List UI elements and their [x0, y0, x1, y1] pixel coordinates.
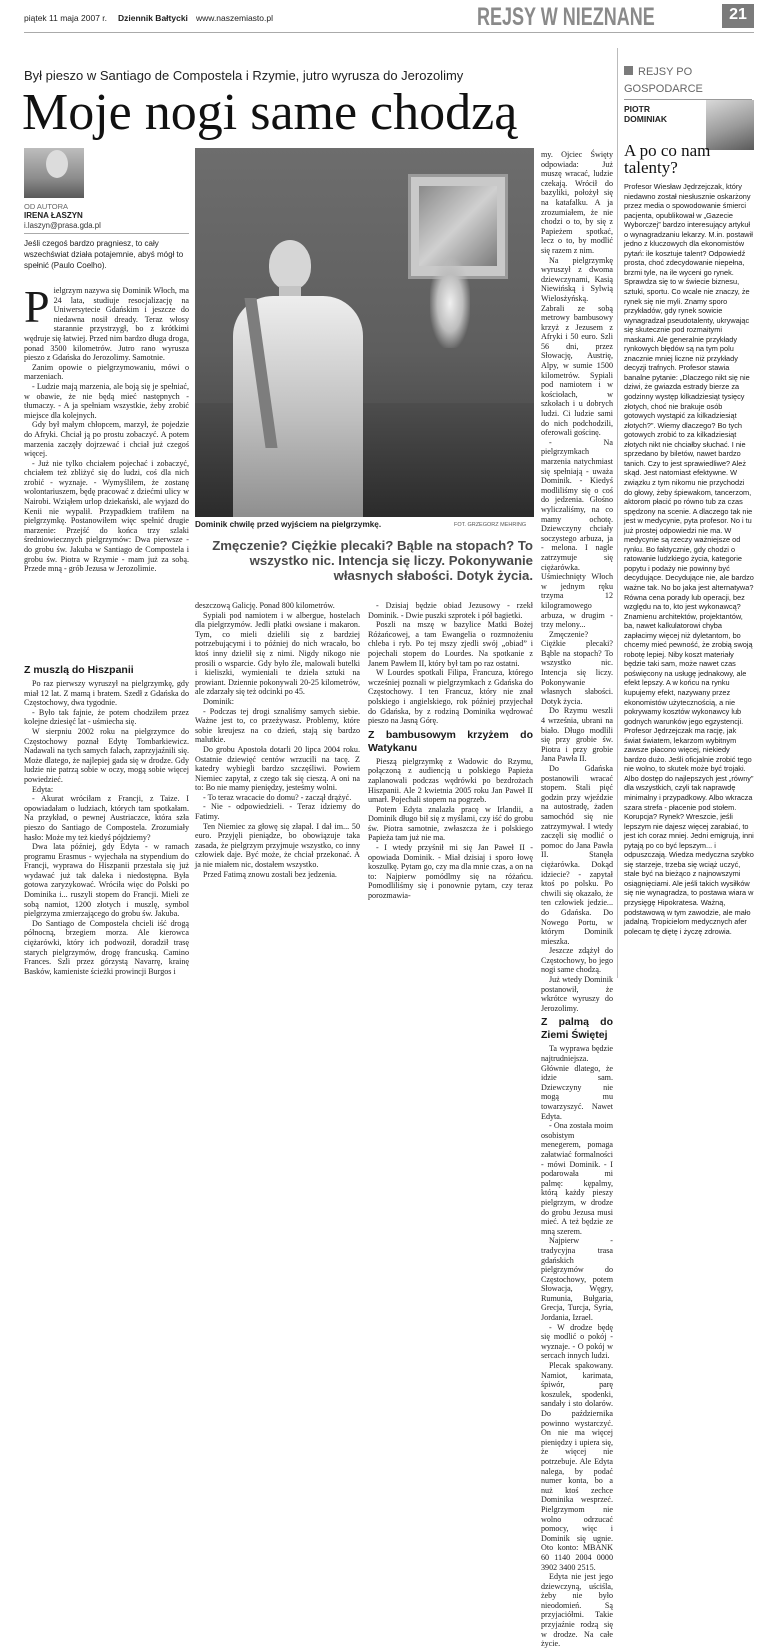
author-photo-face [46, 150, 68, 178]
paragraph: Pieszą pielgrzymkę z Wadowic do Rzymu, połączoną z audiencją u polskiego Papieża zaplanowali podczas wędrówki po bezdrożach Hiszpanii. Ale 2 kwietnia 2005 roku Jan Paweł II umarł. Pojechali stopem na pogrzeb. [368, 756, 533, 805]
column-d [541, 148, 542, 149]
lead-paragraph: ielgrzym nazywa się Dominik Włoch, ma 24 lata, studiuje resocjalizację na Uniwersytecie Gdańskim i jeszcze do niedawna nosił dready. Teraz włosy starannie przystrzygł, bo z krótkimi wędruje się łatwiej. Przed nim bardzo długa droga, ponad 3500 kilometrów. Jutro rano wyrusza pieszo z Gdańska do Jerozolimy. Samotnie. [24, 286, 189, 363]
issue-date: piątek 11 maja 2007 r. [24, 13, 108, 23]
paragraph: Ta wyprawa będzie najtrudniejsza. Głównie dlatego, że idzie sam. Dziewczyny nie mogą mu towarzyszyć. Nawet Edyta. [541, 1044, 613, 1121]
section-title: REJSY W NIEZNANE [477, 3, 655, 31]
paragraph: deszczową Galicję. Ponad 800 kilometrów. [195, 601, 335, 610]
paragraph: W Lourdes spotkali Filipa, Francuza, którego wcześniej poznali w pielgrzymkach z Gdańska do Częstochowy. I ten Francuz, który nie znał polskiego i angielskiego, rok później przyjechał do Gdańska, by z rodziną Dominika wędrować pieszo na Jasną Górę. [368, 668, 533, 726]
paragraph: Zmęczenie? Ciężkie plecaki? Bąble na stopach? To wszystko nic. Intencja się liczy. Pokonywanie własnych słabości. Dotyk życia. [541, 629, 613, 706]
kicker: Był pieszo w Santiago de Compostela i Rzymie, jutro wyrusza do Jerozolimy [24, 68, 464, 83]
author-quote: Jeśli czegoś bardzo pragniesz, to cały wszechświat działa potajemnie, abyś mógł to spełnić (Paulo Coelho). [24, 239, 184, 270]
paragraph: my. Ojciec Święty odpowiada: Już muszę wracać, ludzie czekają. Wrócił do bazyliki, położył się na katafalku. A ja zrozumiałem, że nie chodzi o to, by się z Papieżem spotkać, lecz o to, by modlić się razem z nim. [541, 150, 613, 255]
photo-caption: Dominik chwilę przed wyjściem na pielgrzymkę. [195, 520, 382, 529]
pullquote: Zmęczenie? Ciężkie plecaki? Bąble na stopach? To wszystko nic. Intencja się liczy. Pokonywanie własnych słabości. Dotyk życia. [212, 538, 533, 583]
photo-person-head [269, 240, 311, 290]
paragraph: - Akurat wróciłam z Francji, z Taize. I opowiadałam o ludziach, których tam spotkałam. Na przykład, o pewnej Austriaczce, która szła pieszo do Santiago de Compostela. Zrozumiały hasło: Może my też kiedyś pójdziemy? [24, 794, 189, 842]
header-bar [0, 0, 768, 34]
author-email: i.laszyn@prasa.gda.pl [24, 221, 101, 230]
paragraph: - W drodze będę się modlić o pokój - wyznaje. - O pokój w sercach innych ludzi. [541, 1322, 613, 1361]
photo-credit: FOT. GRZEGORZ MEHRING [454, 522, 527, 528]
sidebar-divider [617, 48, 618, 978]
paragraph: Potem Edyta znalazła pracę w Irlandii, a Dominik długo bił się z myślami, czy iść do grobu św. Piotra samotnie, zwłaszcza że i polskiego Papieża tam już nie ma. [368, 804, 533, 843]
sidebar-text: Profesor Wiesław Jędrzejczak, który niedawno został niesłusznie oskarżony przez media o spowodowanie śmierci pacjenta, opublikował w „Gazecie Wyborczej” bardzo interesujący artykuł o wynagradzaniu lekarzy. M.in. postawił jedno z kluczowych dla ekonomistów pytań: ile kosztuje talent? Odpowiedź prosta, choć zdecydowanie niepełna, brzmi tyle, na ile wyceni go rynek. Sprawdza się to w świecie biznesu, sztuki, sportu. Co wcale nie znaczy, że rynek się nie myli. Znamy sporo przykładów, gdy rynek sowicie wynagradzał pseudotalenty, ukrywając się skutecznie pod rozmaitymi maskami. Ale generalnie przykłady rynkowych błędów są na tym polu znacznie mniej liczne niż przykłady decyzji trafnych. Profesor stawia banalne pytanie: „Dlaczego nikt się nie dziwi, że gwiazda estrady bierze za godzinny występ kilkadziesiąt tysięcy złotych, choć nie brakuje osób gotowych wystąpić za kilkadziesiąt złotych?”. Wiemy dlaczego? Bo tych gotowych zrobić to za kilkadziesiąt złotych nikt nie chciałby słuchać. I nie sprzedano by biletów, nawet bardzo tanich. Czy to jest sprawiedliwe? Ależ skąd. Jest natomiast efektywne. W związku z tym nikomu nie przychodzi do głowy, żeby śpiewakom, tancerzom, aktorom płacić po równo tub za czas spędzony na scenie. A dlaczego tak nie jest w medycynie, pyta profesor. No i tu już prostej odpowiedzi nie ma. W medycynie są rzeczy ważniejsze od rynku. Bo faktycznie, gdy chodzi o ratowanie ludzkiego życia, kategorie popytu i podaży nie powinny być decydujące. Decydujące nie, ale bardzo ważne tak. No bo jaka jest alternatywa? Równa cena porady lub operacji, bez względu na to, kto jest wykonawcą? Znamienu architektów, projektantów, ba, nawet kalkulatorowi chyba zapłacimy więcej niż dyletantom, bo chcemy mieć pewność, że zrobią swoją robotę lepiej. Niby koszt materiały będzie taki sam, może nawet czas poświęcony na usługę jednakowy, ale efekt lepszy. A w końcu na rynku kupujemy efekt, nazywany przez ekonomistów użytecznością, a nie pokrywamy kosztów wykonawcy lub godnych warunków jego egzystencji. Profesor Jędrzejczak ma rację, jak świat światem, lekarzom wybitnym zawsze płacono więcej, niekiedy bardzo dużo. Jeśli oficjalnie zrobić tego nie wolno, to skutek może być trojaki. Albo dostęp do najlepszych jest „równy” dla wszystkich, czyli tak naprawdę minimalny i przypadkowy. Albo wkracza szara strefa - płacenie pod stołem. Korupcja? Rynek? Wreszcie, jeśli lepszym nie dajesz więcej zarabiać, to jest ich coraz mniej. Jedni emigrują, inni pytają po co być lepszym... i odpuszczają. Wiedza medyczna szybko się starzeje, trzeba się wciąż uczyć, stale być na bieżąco z najnowszymi osiągnięciami. Ale jeśli takich wysiłków się nie wynagradza, to postawa wiara w przysięgę Hipokratesa. Ważną, podstawową w tym zawodzie, ale mało jadalną. Tropicielom medycznych afer polecam tę diętę i życzę zdrowia. [624, 182, 754, 936]
lead-paragraph: Zanim opowie o pielgrzymowaniu, mówi o marzeniach. [24, 362, 189, 382]
paragraph: Przed Fatimą znowu zostali bez jedzenia. [203, 869, 337, 879]
sidebar-title: A po co nam talenty? [624, 141, 711, 177]
author-name: IRENA ŁASZYN [24, 211, 83, 220]
paragraph: Dwa lata później, gdy Edyta - w ramach programu Erasmus - wyjechała na stypendium do Francji, wyprawa do Hiszpanii przestała się już wydawać już tak daleka i niedostępna. Była gotowa zaryzykować. Wróciła więc do Polski po Dominika i... ruszyli stopem do Francji. Mieli ze sobą namiot, 1200 złotych i muszlę, symbol pielgrzyma zmierzającego do grobu św. Jakuba. [24, 842, 189, 919]
column-b [195, 601, 360, 986]
paragraph: Ten Niemiec za głowę się złapał. I dał im... 50 euro. Przyjęli pieniądze, bo obowiązuje taka zasada, że pielgrzym przyjmuje wszystko, co inny człowiek daje. Być może, że chciał przekonać. A ja nie miałem nic, dostałem wszystko. [195, 821, 360, 870]
column-d-main [539, 148, 540, 149]
paragraph: Sypiali pod namiotem i w albergue, hostelach dla pielgrzymów. Jedli płatki owsiane i makaron. Tym, co mieli dzielili się z bardziej potrzebującymi i to później do nich wracało, bo ktoś inny dzielił się z nimi. Nigdy nikogo nie prosili o wsparcie. Gdy było źle, malowali butelki i kieliszki, wymieniali te dzieła sztuki na prowiant. Dziennie pokonywali 20-25 kilometrów, ale zdarzały się też odcinki po 45. [195, 610, 360, 697]
paragraph: Do grobu Apostoła dotarli 20 lipca 2004 roku. Ostatnie dziewięć centów wrzucili na tacę. Z katedry wybiegli bardzo szczęśliwi. Powiem Niemiec zapytał, z czego tak się cieszą. A oni na to: Bo nie mamy pieniędzy, jesteśmy wolni. [195, 744, 360, 793]
paragraph: - Ona została moim osobistym menegerem, pomaga załatwiać formalności - mówi Dominik. - I podarowała mi palmę: kępalmy, którą każdy pieszy pielgrzym, w drodze do grobu Jezusa musi mieć. A też będzie ze mną szerem. [541, 1121, 613, 1236]
paragraph: Już wtedy Dominik postanowił, że wkrótce wyruszy do Jerozolimy. [541, 975, 613, 1013]
paragraph: - Nie - odpowiedzieli. - Teraz idziemy do Fatimy. [195, 802, 360, 822]
paragraph: Poszli na mszę w bazylice Matki Bożej Różańcowej, a tam Ewangelia o rozmnożeniu chleba i ryb. Po tej mszy zjedli swój „obiad” i pojechali stopem do Lourdes. Na spotkanie z Janem Pawłem II, który był tam po raz ostatni. [368, 620, 533, 668]
paragraph: Do Gdańska postanowili wracać stopem. Stali pięć godzin przy wjeździe na autostradę, żaden samochód się nie zatrzymywał. I wtedy zaczęli się modlić o pomoc do Jana Pawła II. Stanęła ciężarówka. Dokąd idziecie? - zapytał ktoś po polsku. Po chwili się okazało, że ten człowiek jedzie... do Gdańska. Do Nowego Portu, w którym Dominik mieszka. [541, 764, 613, 946]
paragraph: Na pielgrzymkę wyruszył z dwoma dziewczynami, Kasią Niewińską i Sylwią Wielosżyńską. Zabrali ze sobą metrowy bambusowy krzyż z Jezusem z Afryki i 50 euro. Szli 56 dni, przez Słowację, Austrię, Alpy, w sumie 1500 kilometrów. Sypiali pod namiotem i w kościołach, w szkołach i u dobrych ludzi. Ci ludzie sami do nich podchodzili, oferowali gościnę. [541, 255, 613, 438]
column-a [24, 664, 189, 986]
paragraph: Do Santiago de Compostela chcieli iść drogą północną, brzegiem morza. Ale kierowca ciężarówki, który ich podwoził, doradził trasę starych pielgrzymów, drogę francuską. Camino Frances. Szli przez górzystą Navarrę, krainę Basków, kamieniste ścieżki prowincji Burgos i [24, 918, 189, 976]
paragraph: Po raz pierwszy wyruszył na pielgrzymkę, gdy miał 12 lat. Z mamą i bratem. Szedł z Gdańska do Częstochowy, dwa tygodnie. [24, 679, 189, 708]
page-number: 21 [729, 6, 747, 23]
paragraph: - Było tak fajnie, że potem chodziłem przez kolejne dziesięć lat - uśmiecha się. [24, 707, 189, 727]
author-label: OD AUTORA [24, 202, 69, 211]
site-url: www.naszemiasto.pl [196, 13, 274, 23]
lead-paragraph: Gdy był małym chłopcem, marzył, że pojedzie do Afryki. Chciał ją po prostu zobaczyć. A potem marzenia zaczęły dojrzewać i chciał już czegoś więcej. [24, 420, 189, 459]
author-rule [24, 233, 189, 234]
paragraph: Najpierw - tradycyjna trasa gdańskich pielgrzymów do Częstochowy, potem Słowacja, Węgry, Rumunia, Bułgaria, Grecja, Turcja, Syria, Jordania, Izrael. [541, 1236, 613, 1323]
paragraph: Edyta: [32, 784, 54, 794]
photo-lamp [430, 258, 470, 348]
paragraph: - To teraz wracacie do domu? - zaczął drążyć. [203, 792, 352, 802]
subhead-holy-land: Z palmą do Ziemi Świętej [541, 1016, 613, 1042]
sidebar-tag: REJSY PO GOSPODARCE [624, 66, 703, 95]
column-c [368, 601, 533, 986]
lead-column [24, 281, 189, 666]
paragraph: - I wtedy przyśnił mi się Jan Paweł II - opowiada Dominik. - Miał dzisiaj i sporo łowę koszulkę. Pytam go, czy ma dla mnie czas, a on na to: Najpierw pomódlmy się na różańcu. Pomodliliśmy się i ponownie pytam, czy teraz porozmawia- [368, 843, 533, 901]
main-photo [195, 148, 534, 517]
paragraph: Plecak spakowany. Namiot, karimata, śpiwór, parę koszulek, spodenki, sandały i sto dolarów. Do października powinno wystarczyć. On nie ma więcej pieniędzy i upiera się, że więcej nie potrzebuje. Ale Edyta nalega, by podać numer konta, bo a nuż ktoś zechce Dominika wesprzeć. Pielgrzymom nie wolno odrzucać pomocy, więc i Dominik się ugnie. Oto konto: MBANK 60 1140 2004 0000 3902 3400 2515. [541, 1361, 613, 1572]
header-rule [24, 32, 754, 33]
subhead-spain: Z muszlą do Hiszpanii [24, 664, 134, 676]
paragraph: Jeszcze zdążył do Częstochowy, bo jego nogi same chodzą. [541, 946, 613, 975]
paragraph: - Podczas tej drogi sznaliśmy samych siebie. Ważne jest to, co przeżywasz. Problemy, które sobie kreujesz na co dzień, stają się bardzo malutkie. [195, 706, 360, 745]
photo-picture [419, 186, 497, 266]
paragraph: - Na pielgrzymkach marzenia natychmiast się spełniają - uważa Dominik. - Kiedyś modliliśmy się o coś do jedzenia. Głośno wyliczaliśmy, na co mamy ochotę. Dziewczyny chciały soczystego arbuza, ja - melona. I nagle zatrzymuje się ciężarówka. Uśmiechnięty Włoch w jednym ręku trzyma 12 kilogramowego arbuza, w drugim - trzy melony... [541, 437, 613, 630]
lead-paragraph: - Już nie tylko chciałem pojechać i zobaczyć, chciałem też zbliżyć się do ludzi, coś dla nich zrobić - wyznaje. - Wymyśliłem, że zostanę wolontariuszem, będę pracować z dziećmi ulicy w Nairobi. Wziąłem urlop dziekański, ale wyjazd do Kenii nie wypalił. Przypadkiem trafiłem na pielgrzymkę. Postanowiłem więc spełnić drugie marzenie: Przejść do końca trzy szlaki średniowiecznych pielgrzymów: Dwa pierwsze - do grobu św. Jakuba w Santiago de Compostela i grobu św. Piotra w Rzymie - mam już za sobą. Przede mną - grób Jezusa w Jerozolimie. [24, 458, 189, 574]
dropcap: P [24, 281, 50, 332]
col-d-final [541, 150, 613, 1649]
paragraph: W sierpniu 2002 roku na pielgrzymce do Częstochowy poznał Edytę Tombarkiewicz. Nadawali na tych samych falach, zaprzyjaźnili się. Może dlatego, że najlepiej gada się w drodze. Gdy ludzie nie patrzą sobie w oczy, mogą sobie więcej powiedzieć. [24, 726, 189, 784]
paragraph: Dominik: [203, 696, 235, 706]
paragraph: Do Rzymu weszli 4 września, ubrani na biało. Długo modlili się przy grobie św. Piotra i przy grobie Jana Pawła II. [541, 706, 613, 764]
headline: Moje nogi same chodzą [22, 84, 518, 141]
paragraph: Edyta nie jest jego dziewczyną, uściśla, żeby nie było nieodomień. Są przyjaciółmi. Takie przyjaźnie rodzą się w drodze. Na całe życie. [541, 1572, 613, 1649]
lead-paragraph: - Ludzie mają marzenia, ale boją się je spełniać, w obawie, że nie będą mieć następnych - tłumaczy. - A ja spełniam wszystkie, żeby zrobić miejsce dla kolejnych. [24, 381, 189, 420]
paragraph: - Dzisiaj będzie obiad Jezusowy - rzekł Dominik. - Dwie puszki szprotek i pół bagietki. [368, 601, 533, 620]
paper-name: Dziennik Bałtycki [118, 13, 188, 23]
subhead-vatican: Z bambusowym krzyżem do Watykanu [368, 728, 533, 754]
sidebar-author: PIOTR DOMINIAK [624, 104, 667, 124]
